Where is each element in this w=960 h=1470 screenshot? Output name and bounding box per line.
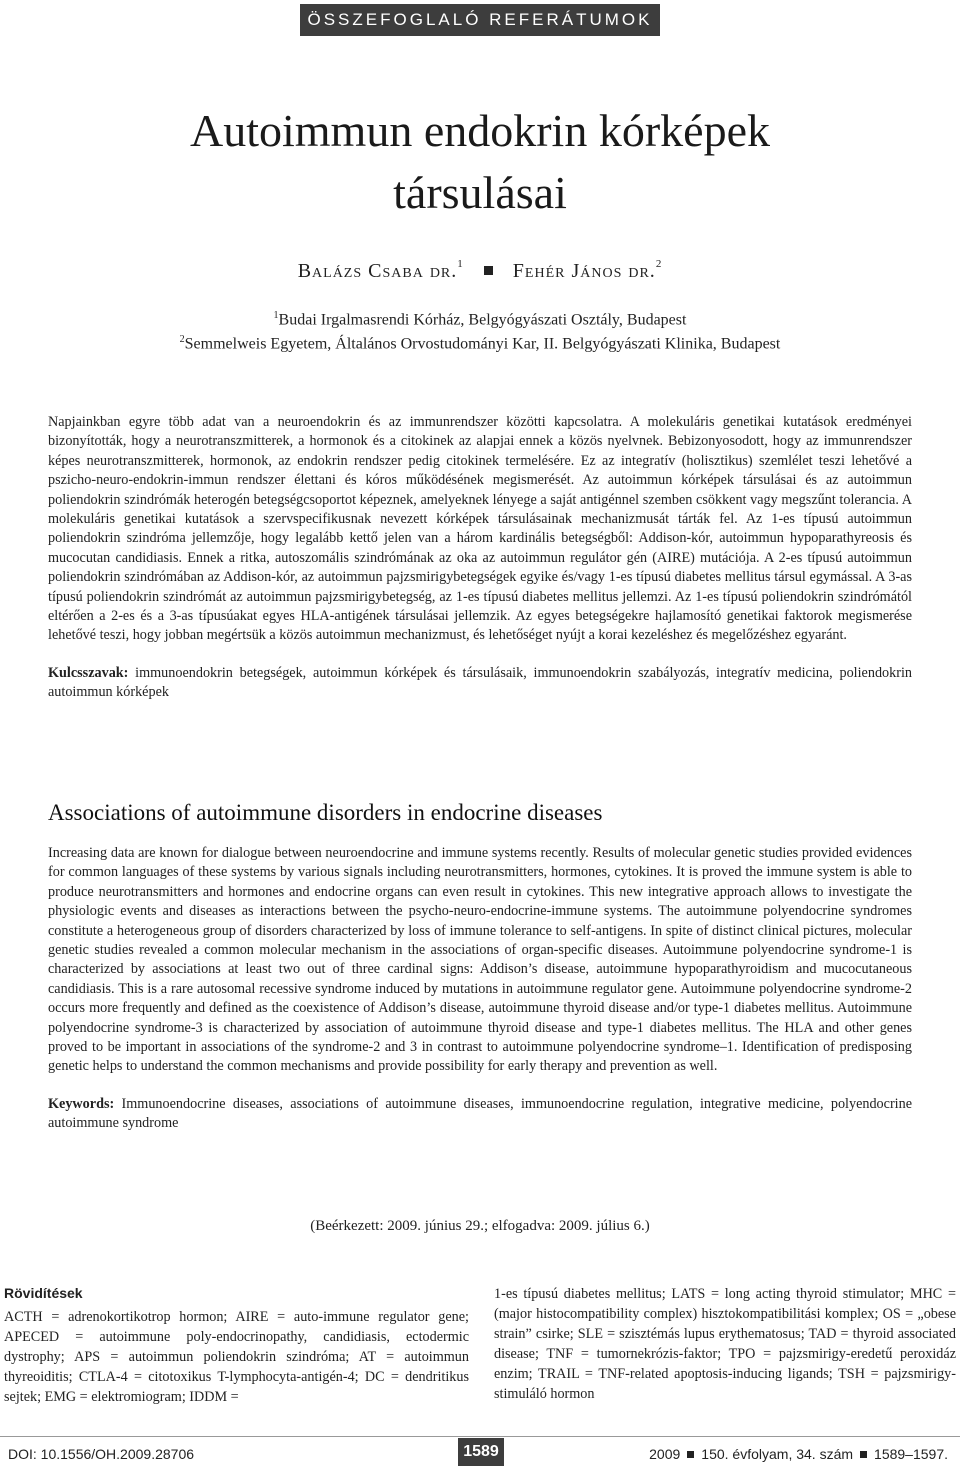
abbreviations-text-2: 1-es típusú diabetes mellitus; LATS = long acting thyroid stimulator; MHC = (major histocompatibility complex) hisztokompatibilitási komplex; OS = „obese strain” csirke; SLE = szisztémás lupus erythematosus; TAD = thyroid associated disease; TNF = tumornekrózis-faktor; TPO = pajzsmirigy-eredetű peroxidáz enzim; TRAIL = TNF-related apoptosis-inducing ligands; TSH = pajzsmirigy-stimuláló hormon [494,1286,956,1402]
footer-year: 2009 [649,1446,681,1462]
keywords-en [48,1095,912,1134]
abstract-hungarian [48,413,912,703]
section-banner [300,4,660,36]
author-1-sup: 1 [457,258,464,270]
english-title: Associations of autoimmune disorders in endocrine diseases [48,800,603,825]
affiliation-2-text: Semmelweis Egyetem, Általános Orvostudományi Kar, II. Belgyógyászati Klinika, Budapest [184,335,781,353]
keywords-hu [48,664,912,703]
keywords-hu-text: immunoendokrin betegségek, autoimmun kórképek és társulásaik, immunoendokrin szabályozás, integratív medicina, poliendokrin autoimmun kórképek [48,664,912,701]
author-2: Fehér János dr. [512,260,656,282]
footer-square-icon [687,1451,694,1458]
authors [0,260,960,283]
keywords-en-label: Keywords: [48,1095,115,1112]
footer-square-icon [860,1451,867,1458]
abstract-en-text: Increasing data are known for dialogue between neuroendocrine and immune systems recently. Results of molecular genetic studies provided evidences for common languages of these systems by various signals including neurotransmitters, hormones, cytokines. It is proved the immune system is able to produce neurotransmitters and hormones and endocrine organs can even result in cytokines. This new integrative approach allows to investigate the physiologic events and diseases as interactions between the psycho-neuro-endocrine-immune systems. The autoimmune polyendocrine syndromes constitute a heterogeneous group of disorders characterized by loss of immune tolerance to self-antigens. In spite of distinct clinical pictures, molecular genetic studies revealed a common molecular mechanism in the associations of organ-specific diseases. Autoimmune polyendocrine syndrome-1 is characterized by associations at least two out of three cardinal signs: Addison’s disease, autoimmune hypoparathyroidism and mucocutaneous candidiasis. This is a rare autosomal recessive syndrome induced by mutations in autoimmune regulator gene. Autoimmune polyendocrine syndrome-2 occurs more frequently and defined as the coexistence of Addison’s disease, autoimmune thyroid disease and/or type-1 diabetes mellitus. Autoimmune polyendocrine syndrome-3 is characterized by association of autoimmune thyroid disease and type-1 diabetes mellitus. The HLA and other genes proved to be important in associations of the syndrome-2 and 3 in contrast to autoimmune polyendocrine syndrome–1. Identification of predisposing genetic helps to understand the common mechanisms and provide possibility for early therapy and prevention as well. [48,845,912,1075]
footer-doi: DOI: 10.1556/OH.2009.28706 [8,1446,195,1462]
affiliation-2 [0,334,960,353]
abbreviations-col-2 [494,1284,956,1404]
keywords-hu-label: Kulcsszavak: [48,664,129,681]
page-number: 1589 [463,1443,499,1460]
author-1: Balázs Csaba dr. [297,260,458,282]
keywords-en-text: Immunoendocrine diseases, associations of autoimmune diseases, immunoendocrine regulation, integrative medicine, polyendocrine autoimmune syndrome [48,1095,912,1132]
section-label: ÖSSZEFOGLALÓ REFERÁTUMOK [307,10,653,29]
abstract-english [48,844,912,1134]
article-title [0,100,960,224]
separator-square-icon [484,266,493,275]
received-dates: (Beérkezett: 2009. június 29.; elfogadva: 2009. július 6.) [310,1218,650,1234]
abbreviations-title: Rövidítések [4,1285,83,1301]
author-2-sup: 2 [655,258,663,270]
affiliation-2-sup: 2 [179,334,185,345]
title-line-1: Autoimmun endokrin kórképek [189,105,770,156]
abbreviations-text-1: ACTH = adrenokortikotrop hormon; AIRE = auto-immune regulator gene; APECED = autoimmune poly-endocrinopathy, candidiasis, ectodermic dystrophy; APS = autoimmun poliendokrin szindróma; AT = autoimmun thyreoiditis; CTLA-4 = citotoxikus T-lymphocyta-antigén-4; DC = dendritikus sejtek; EMG = elektromiogram; IDDM = [4,1309,469,1405]
footer-divider [0,1436,960,1437]
abbreviations-col-1 [4,1283,469,1407]
affiliation-1 [0,310,960,329]
affiliation-1-sup: 1 [273,310,279,321]
footer-volume: 150. évfolyam, 34. szám [701,1446,854,1462]
affiliation-1-text: Budai Irgalmasrendi Kórház, Belgyógyászati Osztály, Budapest [278,311,687,329]
abstract-hu-text: Napjainkban egyre több adat van a neuroendokrin és az immunrendszer közötti kapcsolatra. A molekuláris genetikai kutatások eredményei bizonyították, hogy a neurotranszmitterek, a hormonok és a citokinek az alapjai ennek a közös nyelvnek. Bebizonyosodott, hogy az immunrendszer képes neurotranszmitterek, hormonok, az endokrin rendszer pedig citokinek termelésére. Ez az integratív (holisztikus) szemlélet teszi lehetővé a pszicho-neuro-endokrin-immun rendszer élettani és kóros működésének megismerését. Az autoimmun kórképek társulásai és az autoimmun poliendokrin szindrómák heterogén betegségcsoportot képeznek, amelyeknek lényege a saját antigénnel szemben csökkent vagy megszűnt tolerancia. A molekuláris genetikai kutatások a szervspecifikusnak nevezett kórképek társulásainak mechanizmusát tárták fel. Az 1-es típusú autoimmun poliendokrin szindróma jellemzője, hogy legalább kettő jelen van a három kardinális betegségből: Addison-kór, autoimmun hypoparathyreosis és mucocutan candidiasis. Ennek a ritka, autoszomális szindrómának az oka az autoimmun regulátor gén (AIRE) mutációja. A 2-es típusú autoimmun poliendokrin szindrómában az Addison-kór, az autoimmun pajzsmirigybetegségek egyike és/vagy 1-es típusú diabetes mellitus társul egymással. A 3-as típusú poliendokrin szindrómát az autoimmun pajzsmirigybetegség, az 1-es típusú diabetes mellitus jellemzi. Az 1-es típusú poliendokrin szindrómától eltérően a 2-es és a 3-as típusúakat egyes HLA-antigének társulásai jellemzik. Az egyes betegségekre hajlamosító genetikai faktorok megismerése lehetővé teszi, hogy jobban megértsük a közös autoimmun mechanizmust, és lehetőséget nyújt a korai kezeléshez és megelőzéshez egyaránt. [48,414,912,644]
title-line-2: társulásai [393,167,567,218]
page-number-box [458,1438,504,1466]
footer-citation [649,1446,948,1462]
footer-pages: 1589–1597. [874,1446,948,1462]
